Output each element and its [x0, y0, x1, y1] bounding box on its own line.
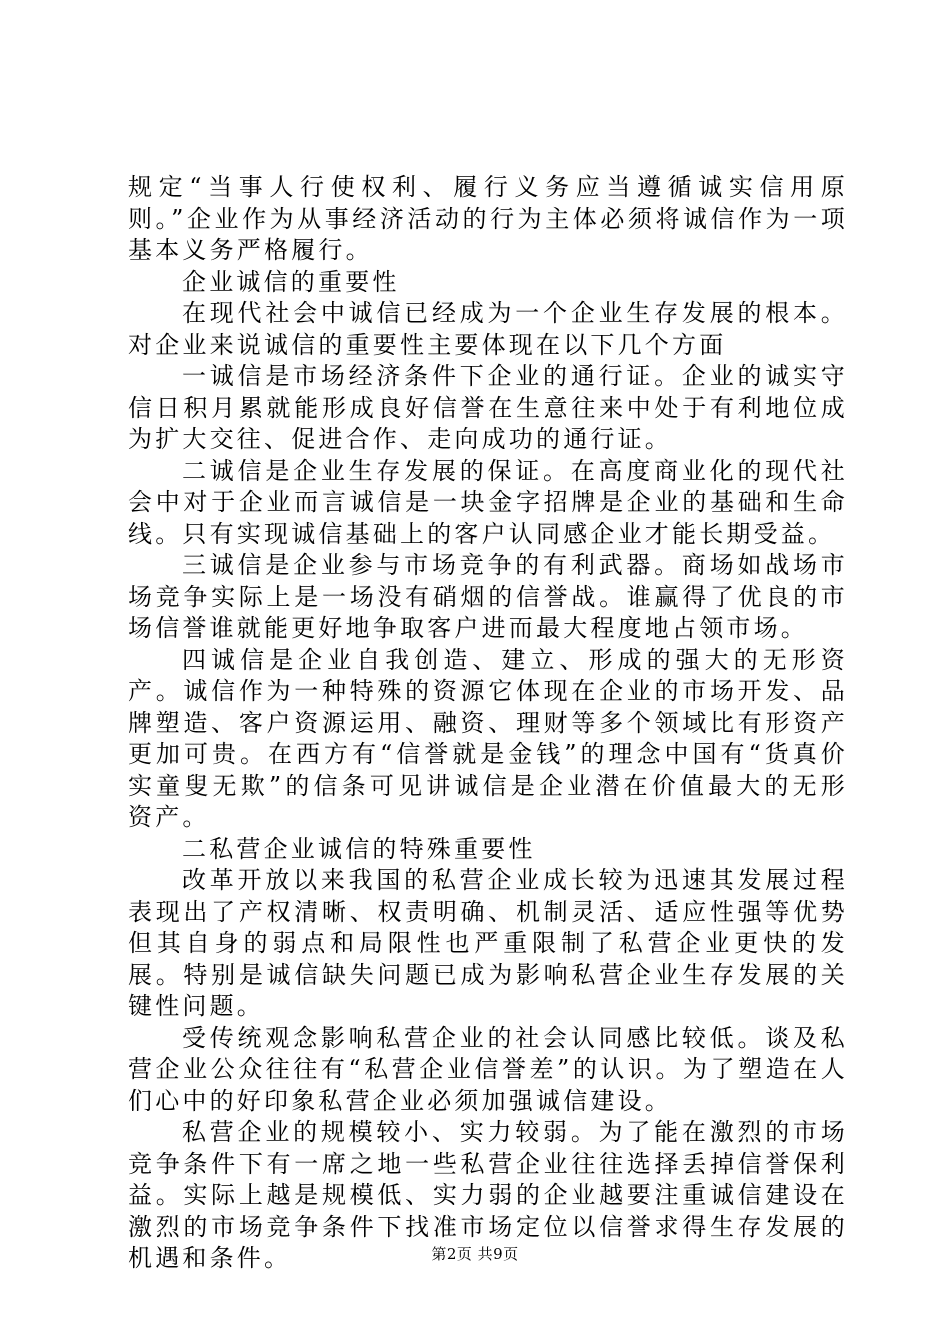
paragraph-intro: 在现代社会中诚信已经成为一个企业生存发展的根本。对企业来说诚信的重要性主要体现在以下几个方面	[128, 299, 848, 359]
paragraph-private-3: 私营企业的规模较小、实力较弱。为了能在激烈的市场竞争条件下有一席之地一些私营企业往往选择丢掉信誉保利益。实际上越是规模低、实力弱的企业越要注重诚信建设在激烈的市场竞争条件下找准市场定位以信誉求得生存发展的机遇和条件。	[128, 1118, 848, 1272]
paragraph-private-2: 受传统观念影响私营企业的社会认同感比较低。谈及私营企业公众往往有“私营企业信誉差”的认识。为了塑造在人们心中的好印象私营企业必须加强诚信建设。	[128, 1023, 848, 1115]
paragraph-continuation: 规定“当事人行使权利、履行义务应当遵循诚实信用原则。”企业作为从事经济活动的行为主体必须将诚信作为一项基本义务严格履行。	[128, 173, 848, 264]
page-number-footer: 第2页 共9页	[431, 1245, 519, 1263]
paragraph-point-4: 四诚信是企业自我创造、建立、形成的强大的无形资产。诚信作为一种特殊的资源它体现在企业的市场开发、品牌塑造、客户资源运用、融资、理财等多个领域比有形资产更加可贵。在西方有“信誉就是金钱”的理念中国有“货真价实童叟无欺”的信条可见讲诚信是企业潜在价值最大的无形资产。	[128, 645, 848, 831]
document-body	[128, 172, 848, 1275]
paragraph-point-1: 一诚信是市场经济条件下企业的通行证。企业的诚实守信日积月累就能形成良好信誉在生意往来中处于有利地位成为扩大交往、促进合作、走向成功的通行证。	[128, 362, 848, 453]
paragraph-point-3: 三诚信是企业参与市场竞争的有利武器。商场如战场市场竞争实际上是一场没有硝烟的信誉战。谁赢得了优良的市场信誉谁就能更好地争取客户进而最大程度地占领市场。	[128, 551, 848, 642]
section-heading-private: 二私营企业诚信的特殊重要性	[182, 834, 536, 863]
paragraph-point-2: 二诚信是企业生存发展的保证。在高度商业化的现代社会中对于企业而言诚信是一块金字招牌是企业的基础和生命线。只有实现诚信基础上的客户认同感企业才能长期受益。	[128, 456, 848, 548]
paragraph-private-1: 改革开放以来我国的私营企业成长较为迅速其发展过程表现出了产权清晰、权责明确、机制灵活、适应性强等优势但其自身的弱点和局限性也严重限制了私营企业更快的发展。特别是诚信缺失问题已成为影响私营企业生存发展的关键性问题。	[128, 866, 848, 1020]
section-heading-importance: 企业诚信的重要性	[182, 267, 400, 296]
